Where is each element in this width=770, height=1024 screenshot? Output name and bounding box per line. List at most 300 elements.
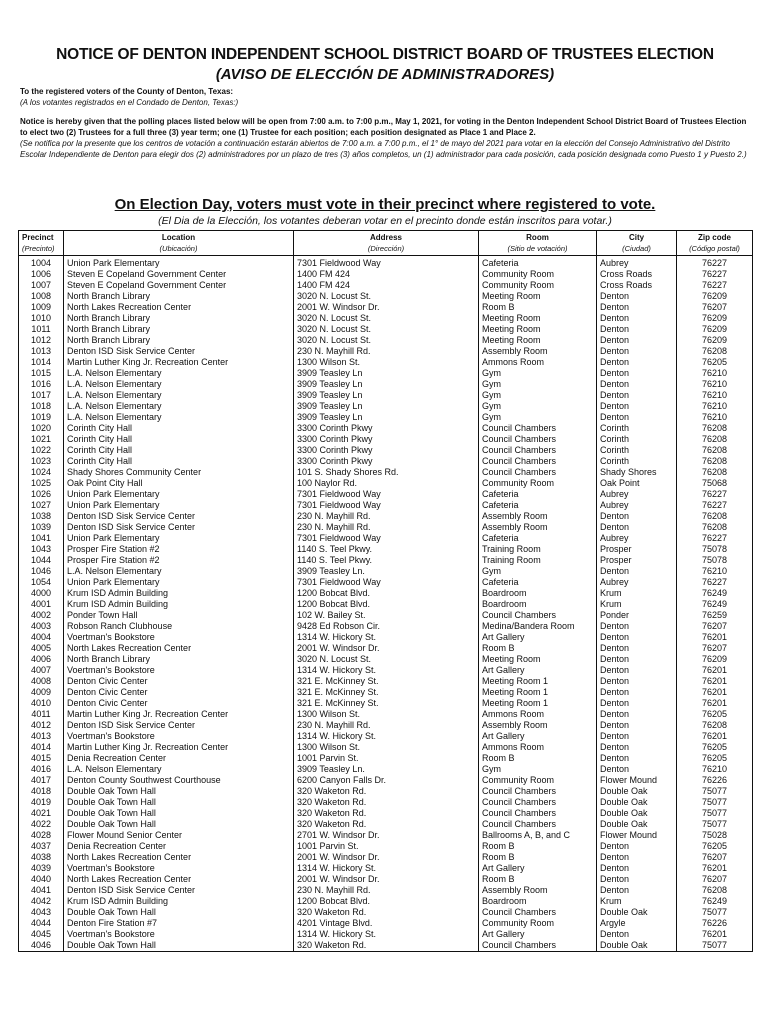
city-cell: Denton <box>597 291 677 302</box>
table-row <box>19 269 753 280</box>
precinct-cell: 1054 <box>19 577 64 588</box>
location-cell: Voertman's Bookstore <box>64 731 294 742</box>
room-cell: Council Chambers <box>479 467 597 478</box>
room-cell: Art Gallery <box>479 929 597 940</box>
precinct-cell: 4009 <box>19 687 64 698</box>
location-cell: Union Park Elementary <box>64 489 294 500</box>
city-cell: Cross Roads <box>597 269 677 280</box>
city-cell: Denton <box>597 841 677 852</box>
table-row <box>19 797 753 808</box>
table-row <box>19 368 753 379</box>
intro-section <box>20 86 755 160</box>
zip-cell: 76249 <box>677 896 753 907</box>
zip-cell: 76209 <box>677 291 753 302</box>
room-cell: Cafeteria <box>479 489 597 500</box>
table-row <box>19 808 753 819</box>
table-row <box>19 841 753 852</box>
precinct-cell: 1044 <box>19 555 64 566</box>
room-cell: Assembly Room <box>479 885 597 896</box>
city-cell: Corinth <box>597 423 677 434</box>
location-cell: Union Park Elementary <box>64 577 294 588</box>
header-room <box>479 231 597 256</box>
precinct-cell: 1013 <box>19 346 64 357</box>
table-row <box>19 379 753 390</box>
room-cell: Assembly Room <box>479 346 597 357</box>
precinct-cell: 1008 <box>19 291 64 302</box>
room-cell: Ammons Room <box>479 709 597 720</box>
room-cell: Gym <box>479 764 597 775</box>
table-row <box>19 698 753 709</box>
address-cell: 3020 N. Locust St. <box>294 313 479 324</box>
room-cell: Medina/Bandera Room <box>479 621 597 632</box>
location-cell: Shady Shores Community Center <box>64 467 294 478</box>
header-room-label-es: (Sitio de votación) <box>507 244 568 253</box>
room-cell: Meeting Room <box>479 324 597 335</box>
city-cell: Denton <box>597 929 677 940</box>
precinct-cell: 1027 <box>19 500 64 511</box>
precinct-cell: 4041 <box>19 885 64 896</box>
address-cell: 3020 N. Locust St. <box>294 654 479 665</box>
zip-cell: 76208 <box>677 346 753 357</box>
city-cell: Denton <box>597 412 677 423</box>
address-cell: 321 E. McKinney St. <box>294 687 479 698</box>
table-row <box>19 775 753 786</box>
table-row <box>19 632 753 643</box>
address-cell: 1314 W. Hickory St. <box>294 929 479 940</box>
table-row <box>19 434 753 445</box>
zip-cell: 75077 <box>677 907 753 918</box>
zip-cell: 76209 <box>677 324 753 335</box>
location-cell: Prosper Fire Station #2 <box>64 544 294 555</box>
city-cell: Denton <box>597 621 677 632</box>
city-cell: Denton <box>597 511 677 522</box>
table-row <box>19 863 753 874</box>
header-city-label-es: (Ciudad) <box>622 244 651 253</box>
address-cell: 3020 N. Locust St. <box>294 291 479 302</box>
zip-cell: 76210 <box>677 566 753 577</box>
location-cell: Voertman's Bookstore <box>64 929 294 940</box>
precinct-cell: 4022 <box>19 819 64 830</box>
room-cell: Council Chambers <box>479 610 597 621</box>
precinct-cell: 4045 <box>19 929 64 940</box>
city-cell: Double Oak <box>597 786 677 797</box>
room-cell: Room B <box>479 302 597 313</box>
precinct-cell: 4006 <box>19 654 64 665</box>
precinct-cell: 4040 <box>19 874 64 885</box>
precinct-cell: 4007 <box>19 665 64 676</box>
room-cell: Cafeteria <box>479 500 597 511</box>
location-cell: Prosper Fire Station #2 <box>64 555 294 566</box>
zip-cell: 76210 <box>677 412 753 423</box>
room-cell: Council Chambers <box>479 907 597 918</box>
address-cell: 7301 Fieldwood Way <box>294 489 479 500</box>
zip-cell: 76205 <box>677 753 753 764</box>
zip-cell: 75077 <box>677 797 753 808</box>
polling-places-table <box>18 230 753 952</box>
location-cell: Denton Civic Center <box>64 676 294 687</box>
location-cell: Corinth City Hall <box>64 423 294 434</box>
table-row <box>19 874 753 885</box>
precinct-cell: 4039 <box>19 863 64 874</box>
location-cell: Denton ISD Sisk Service Center <box>64 720 294 731</box>
location-cell: Denia Recreation Center <box>64 753 294 764</box>
election-day-headline: On Election Day, voters must vote in their precinct where registered to vote. <box>114 196 656 213</box>
table-row <box>19 621 753 632</box>
table-row <box>19 423 753 434</box>
zip-cell: 75028 <box>677 830 753 841</box>
precinct-cell: 4002 <box>19 610 64 621</box>
address-cell: 1314 W. Hickory St. <box>294 665 479 676</box>
room-cell: Council Chambers <box>479 786 597 797</box>
location-cell: Martin Luther King Jr. Recreation Center <box>64 709 294 720</box>
location-cell: Corinth City Hall <box>64 434 294 445</box>
address-cell: 6200 Canyon Falls Dr. <box>294 775 479 786</box>
city-cell: Denton <box>597 302 677 313</box>
location-cell: North Lakes Recreation Center <box>64 852 294 863</box>
room-cell: Art Gallery <box>479 632 597 643</box>
location-cell: Denton ISD Sisk Service Center <box>64 522 294 533</box>
location-cell: Oak Point City Hall <box>64 478 294 489</box>
city-cell: Denton <box>597 709 677 720</box>
room-cell: Meeting Room <box>479 335 597 346</box>
location-cell: Double Oak Town Hall <box>64 940 294 952</box>
zip-cell: 75077 <box>677 819 753 830</box>
address-cell: 1200 Bobcat Blvd. <box>294 588 479 599</box>
city-cell: Denton <box>597 863 677 874</box>
city-cell: Aubrey <box>597 500 677 511</box>
zip-cell: 76210 <box>677 379 753 390</box>
header-city <box>597 231 677 256</box>
table-row <box>19 676 753 687</box>
room-cell: Community Room <box>479 478 597 489</box>
address-cell: 321 E. McKinney St. <box>294 698 479 709</box>
table-row <box>19 588 753 599</box>
header-precinct <box>19 231 64 256</box>
room-cell: Council Chambers <box>479 423 597 434</box>
address-cell: 320 Waketon Rd. <box>294 786 479 797</box>
address-cell: 320 Waketon Rd. <box>294 907 479 918</box>
table-row <box>19 456 753 467</box>
location-cell: Double Oak Town Hall <box>64 819 294 830</box>
address-cell: 321 E. McKinney St. <box>294 676 479 687</box>
city-cell: Ponder <box>597 610 677 621</box>
city-cell: Denton <box>597 698 677 709</box>
room-cell: Room B <box>479 841 597 852</box>
precinct-cell: 4003 <box>19 621 64 632</box>
precinct-cell: 4001 <box>19 599 64 610</box>
room-cell: Gym <box>479 401 597 412</box>
zip-cell: 76205 <box>677 742 753 753</box>
address-cell: 3909 Teasley Ln <box>294 401 479 412</box>
precinct-cell: 1022 <box>19 445 64 456</box>
zip-cell: 76208 <box>677 423 753 434</box>
table-row <box>19 610 753 621</box>
zip-cell: 75077 <box>677 808 753 819</box>
city-cell: Denton <box>597 335 677 346</box>
address-cell: 320 Waketon Rd. <box>294 808 479 819</box>
table-row <box>19 390 753 401</box>
table-row <box>19 401 753 412</box>
precinct-cell: 4044 <box>19 918 64 929</box>
table-row <box>19 445 753 456</box>
address-cell: 7301 Fieldwood Way <box>294 256 479 270</box>
precinct-cell: 1043 <box>19 544 64 555</box>
city-cell: Denton <box>597 379 677 390</box>
room-cell: Art Gallery <box>479 665 597 676</box>
precinct-cell: 4005 <box>19 643 64 654</box>
city-cell: Aubrey <box>597 489 677 500</box>
precinct-cell: 1010 <box>19 313 64 324</box>
zip-cell: 76205 <box>677 841 753 852</box>
zip-cell: 75068 <box>677 478 753 489</box>
precinct-cell: 4017 <box>19 775 64 786</box>
room-cell: Community Room <box>479 918 597 929</box>
room-cell: Meeting Room 1 <box>479 676 597 687</box>
precinct-cell: 1016 <box>19 379 64 390</box>
city-cell: Denton <box>597 401 677 412</box>
location-cell: Denton Fire Station #7 <box>64 918 294 929</box>
address-cell: 9428 Ed Robson Cir. <box>294 621 479 632</box>
header-zip-label: Zip code <box>698 233 731 242</box>
room-cell: Council Chambers <box>479 445 597 456</box>
location-cell: Martin Luther King Jr. Recreation Center <box>64 357 294 368</box>
address-cell: 3020 N. Locust St. <box>294 324 479 335</box>
room-cell: Council Chambers <box>479 819 597 830</box>
table-row <box>19 819 753 830</box>
table-row <box>19 511 753 522</box>
city-cell: Double Oak <box>597 907 677 918</box>
precinct-cell: 4019 <box>19 797 64 808</box>
city-cell: Prosper <box>597 544 677 555</box>
table-row <box>19 709 753 720</box>
table-row <box>19 929 753 940</box>
room-cell: Ammons Room <box>479 742 597 753</box>
room-cell: Meeting Room <box>479 313 597 324</box>
zip-cell: 76207 <box>677 874 753 885</box>
location-cell: Steven E Copeland Government Center <box>64 280 294 291</box>
city-cell: Denton <box>597 885 677 896</box>
table-row <box>19 742 753 753</box>
table-row <box>19 907 753 918</box>
city-cell: Denton <box>597 676 677 687</box>
polling-places-body <box>19 256 753 952</box>
zip-cell: 76226 <box>677 918 753 929</box>
room-cell: Council Chambers <box>479 797 597 808</box>
zip-cell: 76201 <box>677 731 753 742</box>
location-cell: Double Oak Town Hall <box>64 808 294 819</box>
table-row <box>19 786 753 797</box>
precinct-cell: 1007 <box>19 280 64 291</box>
location-cell: Voertman's Bookstore <box>64 632 294 643</box>
room-cell: Gym <box>479 368 597 379</box>
precinct-cell: 1039 <box>19 522 64 533</box>
zip-cell: 76227 <box>677 280 753 291</box>
header-address <box>294 231 479 256</box>
location-cell: Steven E Copeland Government Center <box>64 269 294 280</box>
room-cell: Meeting Room 1 <box>479 687 597 698</box>
city-cell: Denton <box>597 742 677 753</box>
zip-cell: 76227 <box>677 256 753 270</box>
precinct-cell: 4010 <box>19 698 64 709</box>
zip-cell: 76226 <box>677 775 753 786</box>
zip-cell: 76208 <box>677 885 753 896</box>
location-cell: North Lakes Recreation Center <box>64 874 294 885</box>
zip-cell: 76208 <box>677 467 753 478</box>
table-row <box>19 852 753 863</box>
address-cell: 3300 Corinth Pkwy <box>294 445 479 456</box>
table-row <box>19 280 753 291</box>
location-cell: L.A. Nelson Elementary <box>64 379 294 390</box>
table-row <box>19 313 753 324</box>
table-row <box>19 412 753 423</box>
address-cell: 3909 Teasley Ln. <box>294 764 479 775</box>
room-cell: Assembly Room <box>479 720 597 731</box>
precinct-cell: 4004 <box>19 632 64 643</box>
zip-cell: 76201 <box>677 632 753 643</box>
location-cell: North Branch Library <box>64 654 294 665</box>
location-cell: Denton ISD Sisk Service Center <box>64 346 294 357</box>
table-row <box>19 665 753 676</box>
room-cell: Boardroom <box>479 599 597 610</box>
precinct-cell: 4018 <box>19 786 64 797</box>
address-cell: 3909 Teasley Ln <box>294 379 479 390</box>
city-cell: Aubrey <box>597 577 677 588</box>
city-cell: Denton <box>597 522 677 533</box>
precinct-cell: 4013 <box>19 731 64 742</box>
room-cell: Meeting Room 1 <box>479 698 597 709</box>
address-cell: 230 N. Mayhill Rd. <box>294 522 479 533</box>
zip-cell: 76208 <box>677 511 753 522</box>
location-cell: L.A. Nelson Elementary <box>64 412 294 423</box>
address-cell: 7301 Fieldwood Way <box>294 500 479 511</box>
precinct-cell: 1009 <box>19 302 64 313</box>
table-row <box>19 555 753 566</box>
zip-cell: 76201 <box>677 676 753 687</box>
table-row <box>19 346 753 357</box>
table-row <box>19 335 753 346</box>
room-cell: Meeting Room <box>479 654 597 665</box>
address-cell: 1314 W. Hickory St. <box>294 863 479 874</box>
table-row <box>19 467 753 478</box>
table-row <box>19 577 753 588</box>
city-cell: Denton <box>597 687 677 698</box>
zip-cell: 76210 <box>677 368 753 379</box>
address-cell: 7301 Fieldwood Way <box>294 577 479 588</box>
city-cell: Double Oak <box>597 940 677 952</box>
precinct-cell: 1018 <box>19 401 64 412</box>
address-cell: 1200 Bobcat Blvd. <box>294 599 479 610</box>
location-cell: North Branch Library <box>64 324 294 335</box>
table-row <box>19 291 753 302</box>
city-cell: Oak Point <box>597 478 677 489</box>
city-cell: Denton <box>597 324 677 335</box>
location-cell: Corinth City Hall <box>64 456 294 467</box>
precinct-cell: 1004 <box>19 256 64 270</box>
room-cell: Room B <box>479 753 597 764</box>
room-cell: Training Room <box>479 555 597 566</box>
address-cell: 3909 Teasley Ln <box>294 390 479 401</box>
city-cell: Corinth <box>597 445 677 456</box>
address-cell: 1300 Wilson St. <box>294 357 479 368</box>
address-cell: 1001 Parvin St. <box>294 753 479 764</box>
zip-cell: 76259 <box>677 610 753 621</box>
address-cell: 1140 S. Teel Pkwy. <box>294 555 479 566</box>
city-cell: Denton <box>597 654 677 665</box>
precinct-cell: 4011 <box>19 709 64 720</box>
room-cell: Gym <box>479 379 597 390</box>
room-cell: Council Chambers <box>479 940 597 952</box>
address-cell: 320 Waketon Rd. <box>294 819 479 830</box>
precinct-cell: 1023 <box>19 456 64 467</box>
room-cell: Community Room <box>479 775 597 786</box>
table-row <box>19 753 753 764</box>
page-title: NOTICE OF DENTON INDEPENDENT SCHOOL DISTRICT BOARD OF TRUSTEES ELECTION <box>56 46 714 63</box>
city-cell: Shady Shores <box>597 467 677 478</box>
zip-cell: 76201 <box>677 698 753 709</box>
header-location-label-es: (Ubicación) <box>159 244 198 253</box>
precinct-cell: 4015 <box>19 753 64 764</box>
room-cell: Assembly Room <box>479 511 597 522</box>
city-cell: Double Oak <box>597 808 677 819</box>
header-zip <box>677 231 753 256</box>
zip-cell: 76227 <box>677 577 753 588</box>
zip-cell: 76208 <box>677 445 753 456</box>
city-cell: Denton <box>597 357 677 368</box>
city-cell: Flower Mound <box>597 775 677 786</box>
location-cell: L.A. Nelson Elementary <box>64 368 294 379</box>
table-row <box>19 256 753 270</box>
location-cell: Voertman's Bookstore <box>64 665 294 676</box>
zip-cell: 76227 <box>677 500 753 511</box>
city-cell: Denton <box>597 368 677 379</box>
room-cell: Cafeteria <box>479 577 597 588</box>
location-cell: Denton Civic Center <box>64 698 294 709</box>
location-cell: Flower Mound Senior Center <box>64 830 294 841</box>
table-row <box>19 687 753 698</box>
table-header-row <box>19 231 753 256</box>
city-cell: Denton <box>597 874 677 885</box>
zip-cell: 76210 <box>677 401 753 412</box>
city-cell: Denton <box>597 632 677 643</box>
zip-cell: 76205 <box>677 357 753 368</box>
zip-cell: 76201 <box>677 863 753 874</box>
address-cell: 1400 FM 424 <box>294 269 479 280</box>
zip-cell: 76207 <box>677 621 753 632</box>
city-cell: Corinth <box>597 456 677 467</box>
city-cell: Argyle <box>597 918 677 929</box>
table-row <box>19 731 753 742</box>
location-cell: Krum ISD Admin Building <box>64 599 294 610</box>
address-cell: 1001 Parvin St. <box>294 841 479 852</box>
room-cell: Room B <box>479 852 597 863</box>
city-cell: Aubrey <box>597 256 677 270</box>
zip-cell: 76207 <box>677 852 753 863</box>
zip-cell: 76208 <box>677 720 753 731</box>
city-cell: Denton <box>597 390 677 401</box>
page-subtitle: (AVISO DE ELECCIÓN DE ADMINISTRADORES) <box>215 66 555 83</box>
address-cell: 7301 Fieldwood Way <box>294 533 479 544</box>
city-cell: Prosper <box>597 555 677 566</box>
city-cell: Denton <box>597 753 677 764</box>
zip-cell: 76207 <box>677 302 753 313</box>
room-cell: Training Room <box>479 544 597 555</box>
zip-cell: 76227 <box>677 489 753 500</box>
address-cell: 4201 Vintage Blvd. <box>294 918 479 929</box>
location-cell: L.A. Nelson Elementary <box>64 764 294 775</box>
precinct-cell: 1025 <box>19 478 64 489</box>
precinct-cell: 1011 <box>19 324 64 335</box>
zip-cell: 76210 <box>677 390 753 401</box>
